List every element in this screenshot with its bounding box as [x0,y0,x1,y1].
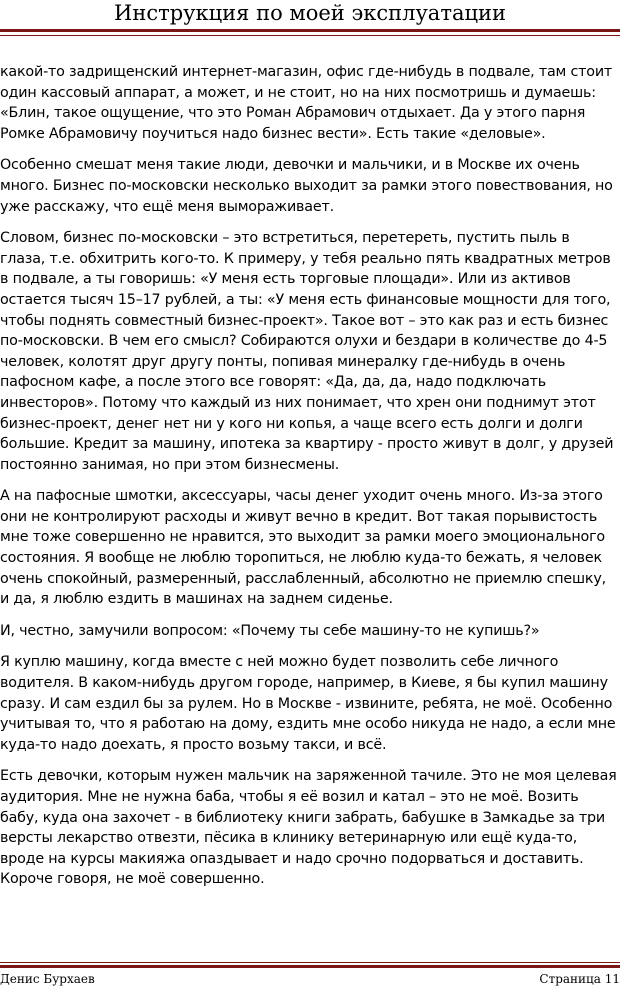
paragraph-5: И, честно, замучили вопросом: «Почему ты себе машину-то не купишь?» [0,622,540,639]
footer-rule-thick [0,965,620,968]
paragraph-7: Есть девочки, которым нужен мальчик на заряженной тачиле. Это не моя целевая аудитория. Мне не нужна баба, чтобы я её возил и катал – это не моё. Возить бабу, куда она захочет - в библиотеку книги забрать, бабушке в Замкадье за три версты лекарство отвезти, пёсика в клинику ветеринарную или ещё куда-то, вроде на курсы макияжа опаздывает и надо срочно подорваться и доставить. Короче говоря, не моё совершенно. [0,768,617,888]
header-rule-thick [0,29,620,32]
paragraph-3: Словом, бизнес по-московски – это встретиться, перетереть, пустить пыль в глаза, т.е. обхитрить кого-то. К примеру, у тебя реально пять квадратных метров в подвале, а ты говоришь: «У меня есть торговые площади». Или из активов остается тысяч 15–17 рублей, а ты: «У меня есть финансовые мощности для того, чтобы поднять совместный бизнес-проект». Такое вот – это как раз и есть бизнес по-московски. В чем его смысл? Собираются олухи и бездари в количестве до 4-5 человек, колотят друг другу понты, попивая минералку где-нибудь в очень пафосном кафе, а после этого все говорят: «Да, да, да, надо подключать инвесторов». Потому что каждый из них понимает, что хрен они поднимут этот бизнес-проект, денег нет ни у кого ни копья, а чаще всего есть долги и долги большие. Кредит за машину, ипотека за квартиру - просто живут в долг, у друзей постоянно занимая, но при этом бизнесмены. [0,230,614,473]
footer-page-number: Страница 11 [539,972,620,986]
body-text [0,62,618,901]
footer-author: Денис Бурхаев [0,972,95,986]
paragraph-6: Я куплю машину, когда вместе с ней можно будет позволить себе личного водителя. В каком-нибудь другом городе, например, в Киеве, я бы купил машину сразу. И сам ездил бы за рулем. Но в Москве - извините, ребята, не моё. Особенно учитывая то, что я работаю на дому, ездить мне особо никуда не надо, а если мне куда-то надо доехать, я просто возьму такси, и всё. [0,654,616,753]
page-header-title: Инструкция по моей эксплуатации [114,1,506,25]
paragraph-1: какой-то задрищенский интернет-магазин, офис где-нибудь в подвале, там стоит один кассовый аппарат, а может, и не стоит, но на них посмотришь и думаешь: «Блин, такое ощущение, что это Роман Абрамович отдыхает. Да у этого парня Ромке Абрамовичу поучиться надо бизнес вести». Есть такие «деловые». [0,64,613,142]
paragraph-2: Особенно смешат меня такие люди, девочки и мальчики, и в Москве их очень много. Бизнес по-московски несколько выходит за рамки этого повествования, но уже расскажу, что ещё меня вымораживает. [0,157,613,215]
paragraph-4: А на пафосные шмотки, аксессуары, часы денег уходит очень много. Из-за этого они не контролируют расходы и живут вечно в кредит. Вот такая порывистость мне тоже совершенно не нравится, это выходит за рамки моего эмоционального состояния. Я вообще не люблю торопиться, не люблю куда-то бежать, я человек очень спокойный, размеренный, расслабленный, абсолютно не приемлю спешку, и да, я люблю ездить в машинах на заднем сиденье. [0,488,606,608]
footer-rule-thin [0,962,620,963]
header-rule-thin [0,35,620,36]
